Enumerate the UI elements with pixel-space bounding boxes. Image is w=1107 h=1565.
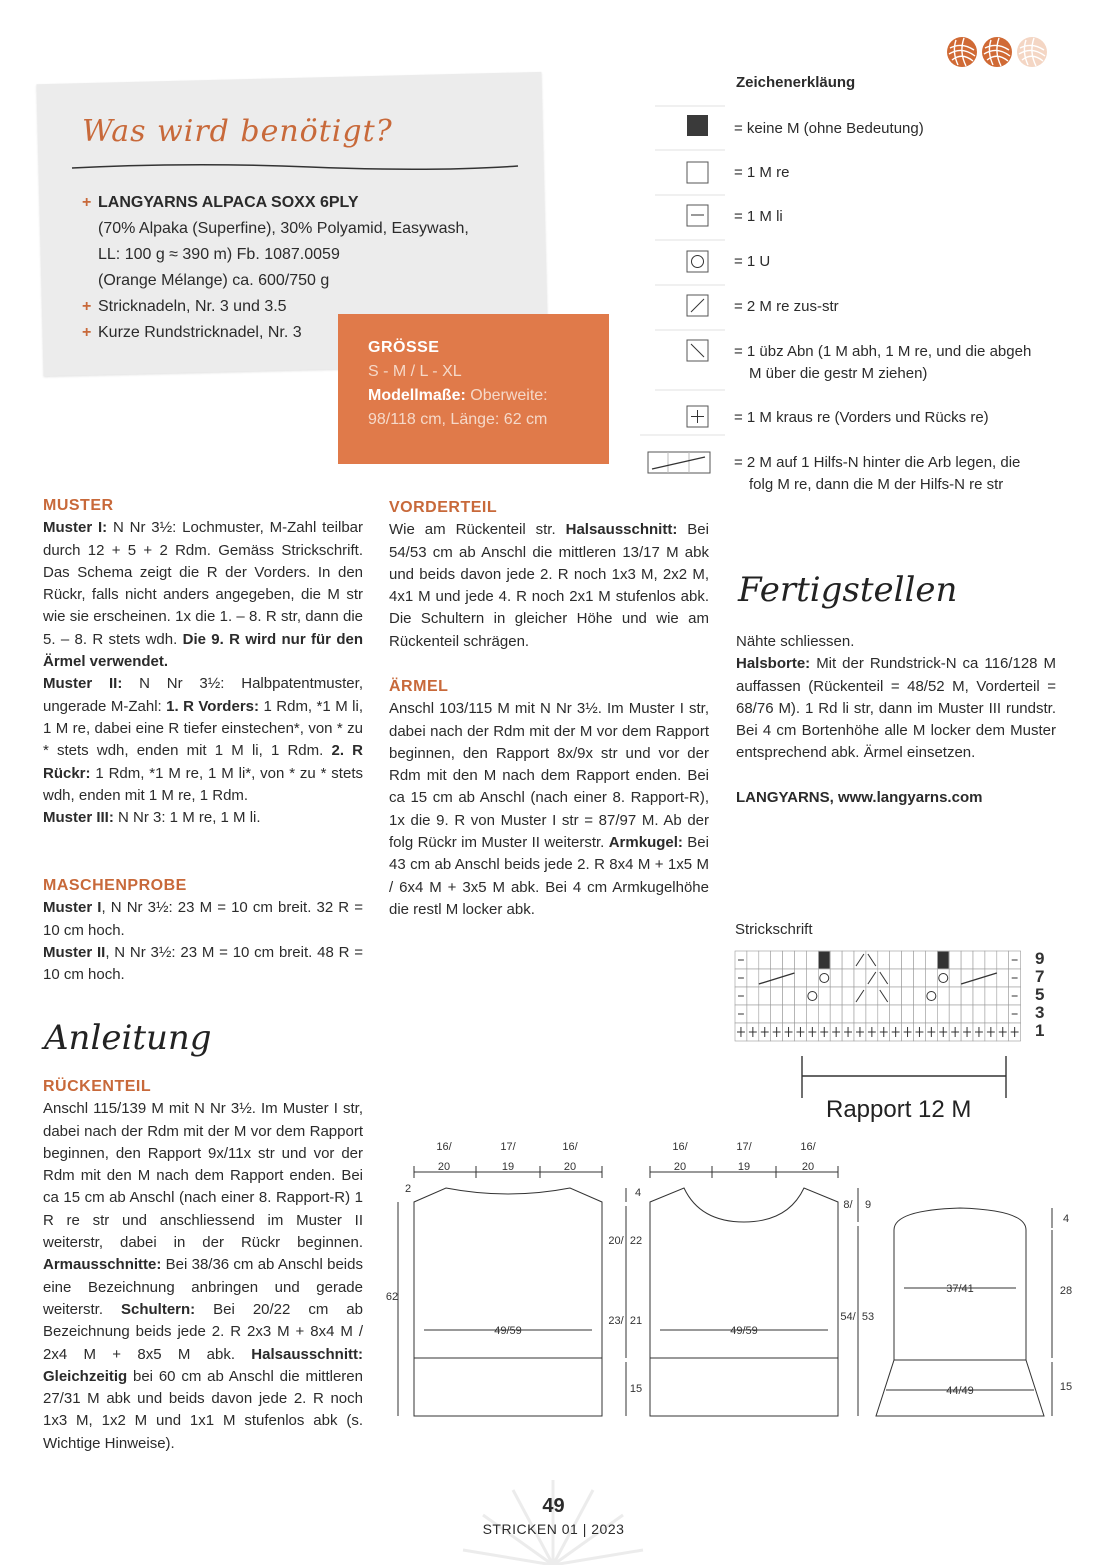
chart-cell [830, 1005, 842, 1023]
chart-cell [925, 951, 937, 969]
fertigstellen-section: Nähte schliessen. Halsborte: Mit der Rundstrick-N ca 116/128 M auffassen (Rückenteil = 48/52 M, Vorderteil = 68/76 M). 1 Rd li str, dann im Muster III rundstr. Bei 4 cm Bortenhöhe alle M locker dem Muster entsprechend abk. Ärmel einsetzen. LANGYARNS, www.langyarns.com [736, 631, 1056, 809]
svg-text:17/: 17/ [500, 1141, 516, 1153]
chart-cell [890, 951, 902, 969]
chart-cell [937, 1005, 949, 1023]
chart-cell [854, 969, 866, 987]
rapport-label: Rapport 12 M [826, 1096, 972, 1123]
legend-title: Zeichenerkläung [736, 74, 856, 91]
chart-cell [925, 969, 937, 987]
svg-text:8/: 8/ [843, 1199, 853, 1211]
chart-cell [949, 1005, 961, 1023]
svg-text:62: 62 [385, 1291, 399, 1303]
chart-cell [997, 1005, 1009, 1023]
chart-cell [949, 951, 961, 969]
size-heading: GRÖSSE [368, 339, 440, 356]
chart-cell [747, 951, 759, 969]
size-card: GRÖSSE S - M / L - XL Modellmaße: Oberweite: 98/118 cm, Länge: 62 cm [338, 314, 609, 464]
svg-text:54/: 54/ [840, 1311, 856, 1323]
chart-cell [937, 987, 949, 1005]
chart-cell [759, 951, 771, 969]
plus-square-icon [687, 406, 708, 427]
chart-cell [783, 1005, 795, 1023]
chart-cell [890, 987, 902, 1005]
svg-text:20: 20 [673, 1161, 687, 1173]
svg-text:16/: 16/ [436, 1141, 452, 1153]
chart-cell [890, 969, 902, 987]
svg-text:15: 15 [629, 1383, 643, 1395]
chart-cell [902, 951, 914, 969]
chart-cell [902, 1005, 914, 1023]
svg-text:20/: 20/ [608, 1235, 624, 1247]
svg-text:21: 21 [629, 1315, 643, 1327]
size-schematics [380, 1130, 1080, 1450]
chart-cell [878, 951, 890, 969]
chart-cell [842, 969, 854, 987]
chart-cell [771, 987, 783, 1005]
chart-cell [914, 987, 926, 1005]
svg-text:53: 53 [861, 1311, 875, 1323]
chart-cell [985, 987, 997, 1005]
chart-symbol [938, 952, 949, 969]
chart-cell [925, 1005, 937, 1023]
chart-cell [759, 969, 771, 987]
chart-cell [914, 951, 926, 969]
chart-cell [783, 969, 795, 987]
chart-cell [842, 1005, 854, 1023]
svg-text:15: 15 [1059, 1381, 1073, 1393]
svg-text:16/: 16/ [800, 1141, 816, 1153]
title-underline [70, 160, 520, 174]
chart-cell [961, 951, 973, 969]
chart-cell [949, 969, 961, 987]
svg-text:2: 2 [404, 1183, 412, 1195]
maschenprobe-section: MASCHENPROBE Muster I, N Nr 3½: 23 M = 10 cm breit. 32 R = 10 cm hoch. Muster II, N Nr 3½: 23 M = 10 cm breit. 48 R = 10 cm hoch. [43, 877, 363, 984]
chart-symbol [819, 952, 830, 969]
chart-cell [747, 1005, 759, 1023]
chart-cell [961, 969, 973, 987]
chart-label: Strickschrift [735, 921, 813, 938]
svg-text:9: 9 [864, 1199, 872, 1211]
svg-text:19: 19 [501, 1161, 515, 1173]
section-heading: RÜCKENTEIL [43, 1078, 152, 1095]
chart-cell [830, 987, 842, 1005]
chart-cell [795, 969, 807, 987]
materials-title: Was wird benötigt? [82, 114, 393, 149]
chart-cell [806, 969, 818, 987]
fertigstellen-title: Fertigstellen [738, 570, 958, 610]
circle-square-icon [687, 251, 708, 272]
chart-cell [997, 987, 1009, 1005]
svg-text:17/: 17/ [736, 1141, 752, 1153]
aermel-section: ÄRMEL Anschl 103/115 M mit N Nr 3½. Im Muster I str, dabei nach der Rdm mit der M vor dem Rapport beginnen, den Rapport 8x/9x str und vor der Rdm mit den M nach dem Rapport enden. Bei ca 15 cm ab Anschl (nach einer 8. Rapport-R), 1x die 9. R von Muster I str = 87/97 M. Ab der folg Rückr im Muster II weiterstr. Armkugel: Bei 43 cm ab Anschl beids jede 2. R 8x4 M + 1x5 M / 6x4 M + 3x5 M abk. Bei 4 cm Armkugelhöhe die restl M locker abk. [389, 678, 709, 918]
vorderteil-section: VORDERTEIL Wie am Rückenteil str. Halsausschnitt: Bei 54/53 cm ab Anschl die mittleren 13/17 M abk und beids davon jede 2. R noch 1x3 M, 2x2 M, 4x1 M und jede 4. R noch 2x1 M stufenlos abk. Die Schultern in gleicher Höhe und wie am Rückenteil schrägen. [389, 499, 709, 650]
brand-link: LANGYARNS, www.langyarns.com [736, 788, 983, 806]
chart-cell [818, 1005, 830, 1023]
chart-cell [973, 951, 985, 969]
legend-label: = 2 M auf 1 Hilfs-N hinter die Arb legen, die folg M re, dann die M der Hilfs-N re str [734, 454, 1021, 493]
chart-cell [961, 987, 973, 1005]
magazine-issue: STRICKEN 01 | 2023 [482, 1521, 625, 1537]
yarn-rating [946, 36, 1048, 68]
chart-cell [854, 1005, 866, 1023]
chart-cell [973, 1005, 985, 1023]
chart-cell [818, 987, 830, 1005]
materials-item: + LANGYARNS ALPACA SOXX 6PLY (70% Alpaka (Superfine), 30% Polyamid, Easywash, LL: 100 g ≈ 390 m) Fb. 1087.0059 (Orange Mélange) ca. 600/750 g [82, 194, 469, 289]
legend-label: = 1 M kraus re (Vorders und Rücks re) [734, 409, 989, 426]
svg-text:23/: 23/ [608, 1315, 624, 1327]
chart-cell [747, 987, 759, 1005]
chart-cell [830, 969, 842, 987]
chart-cell [806, 951, 818, 969]
legend-label: = 2 M re zus-str [734, 298, 839, 315]
knitting-chart [732, 948, 1062, 1098]
row-number: 5 [1035, 985, 1045, 1004]
left-slash-square-icon [687, 340, 708, 361]
cable-icon [648, 452, 710, 473]
muster-section: MUSTER Muster I: N Nr 3½: Lochmuster, M-Zahl teilbar durch 12 + 5 + 2 Rdm. Gemäss Strickschrift. Das Schema zeigt die R der Vorders. In den Rückr, falls nicht anders angegeben, die M str wie sie erscheinen. 1x die 1. – 8. R str, dann die 5. – 8. R stets wdh. Die 9. R wird nur für den Ärmel verwendet. Muster II: N Nr 3½: Halbpatentmuster, ungerade M-Zahl: 1. R Vorders: 1 Rdm, *1 M li, 1 M re, dabei eine R tiefer einstechen*, von * zu * stets wdh, enden mit 1 M li, 1 Rdm. 2. R Rückr: 1 Rdm, *1 M re, 1 M li*, von * zu * stets wdh, enden mit 1 M re, 1 Rdm. Muster III: N Nr 3: 1 M re, 1 M li. [43, 497, 364, 827]
anleitung-title: Anleitung [44, 1018, 212, 1058]
legend-label: = 1 M re [734, 164, 790, 181]
legend-label: = 1 M li [734, 208, 783, 225]
row-number: 3 [1035, 1003, 1045, 1022]
chart-cell [878, 1005, 890, 1023]
chart-cell [795, 1005, 807, 1023]
chart-cell [985, 969, 997, 987]
chart-cell [771, 951, 783, 969]
chart-cell [842, 987, 854, 1005]
chart-cell [985, 1005, 997, 1023]
svg-text:4: 4 [634, 1187, 642, 1199]
chart-cell [973, 987, 985, 1005]
chart-cell [914, 1005, 926, 1023]
svg-text:16/: 16/ [562, 1141, 578, 1153]
section-heading: VORDERTEIL [389, 499, 498, 516]
chart-cell [866, 1005, 878, 1023]
chart-cell [842, 951, 854, 969]
svg-text:49/59: 49/59 [730, 1325, 758, 1337]
chart-cell [759, 1005, 771, 1023]
legend-symbols [640, 100, 730, 510]
size-values: S - M / L - XL [368, 363, 462, 380]
legend-label: = 1 übz Abn (1 M abh, 1 M re, und die abgeh M über die gestr M ziehen) [734, 343, 1032, 382]
materials-item: + Kurze Rundstricknadel, Nr. 3 [82, 324, 302, 341]
page-number: 49 [542, 1495, 565, 1517]
svg-text:44/49: 44/49 [946, 1385, 974, 1397]
chart-cell [997, 969, 1009, 987]
chart-cell [759, 987, 771, 1005]
materials-item: + Stricknadeln, Nr. 3 und 3.5 [82, 298, 287, 315]
chart-cell [949, 987, 961, 1005]
chart-cell [890, 1005, 902, 1023]
chart-cell [830, 951, 842, 969]
chart-cell [783, 987, 795, 1005]
svg-text:20: 20 [437, 1161, 451, 1173]
section-heading: ÄRMEL [389, 678, 449, 695]
svg-text:37/41: 37/41 [946, 1283, 974, 1295]
yarn-ball-icon [981, 36, 1013, 68]
chart-cell [795, 987, 807, 1005]
chart-cell [902, 969, 914, 987]
legend-label: = keine M (ohne Bedeutung) [734, 120, 924, 137]
chart-cell [747, 969, 759, 987]
chart-cell [985, 951, 997, 969]
svg-text:22: 22 [629, 1235, 643, 1247]
dash-square-icon [687, 205, 708, 226]
section-heading: MASCHENPROBE [43, 877, 187, 894]
section-heading: MUSTER [43, 497, 114, 514]
row-number: 1 [1035, 1021, 1045, 1040]
chart-cell [914, 969, 926, 987]
chart-cell [806, 1005, 818, 1023]
right-slash-square-icon [687, 295, 708, 316]
chart-cell [961, 1005, 973, 1023]
row-number: 9 [1035, 949, 1045, 968]
chart-cell [866, 987, 878, 1005]
svg-text:19: 19 [737, 1161, 751, 1173]
yarn-ball-outline-icon [1016, 36, 1048, 68]
chart-cell [902, 987, 914, 1005]
rueckenteil-section: RÜCKENTEIL Anschl 115/139 M mit N Nr 3½. Im Muster I str, dabei nach der Rdm mit der M vor dem Rapport beginnen, den Rapport 9x/11x str und vor der Rdm mit den M nach dem Rapport enden. Bei ca 15 cm ab Anschl (nach einer 8. Rapport-R) 1 R re str und anschliessend im Muster II weiterstr, dabei in der Rückr beginnen. Armausschnitte: Bei 38/36 cm ab Anschl beids eine Bezeichnung anbringen und gerade weiterstr. Schultern: Bei 20/22 cm ab Bezeichnung beids jede 2. R 2x3 M + 8x4 M / 2x4 M + 8x5 M abk. Halsausschnitt: Gleichzeitig bei 60 cm ab Anschl die mittleren 27/31 M abk und beids davon jede 2. R noch 1x3 M, 1x2 M und 1x1 M stufenlos abk (s. Wichtige Hinweise). [43, 1078, 363, 1452]
legend-label: = 1 U [734, 253, 771, 270]
svg-text:4: 4 [1062, 1213, 1070, 1225]
yarn-ball-icon [946, 36, 978, 68]
row-number: 7 [1035, 967, 1045, 986]
svg-text:20: 20 [801, 1161, 815, 1173]
svg-text:20: 20 [563, 1161, 577, 1173]
svg-text:28: 28 [1059, 1285, 1073, 1297]
chart-cell [997, 951, 1009, 969]
chart-cell [771, 1005, 783, 1023]
chart-cell [795, 951, 807, 969]
svg-text:49/59: 49/59 [494, 1325, 522, 1337]
filled-square-icon [687, 115, 708, 136]
svg-text:16/: 16/ [672, 1141, 688, 1153]
chart-cell [783, 951, 795, 969]
empty-square-icon [687, 162, 708, 183]
